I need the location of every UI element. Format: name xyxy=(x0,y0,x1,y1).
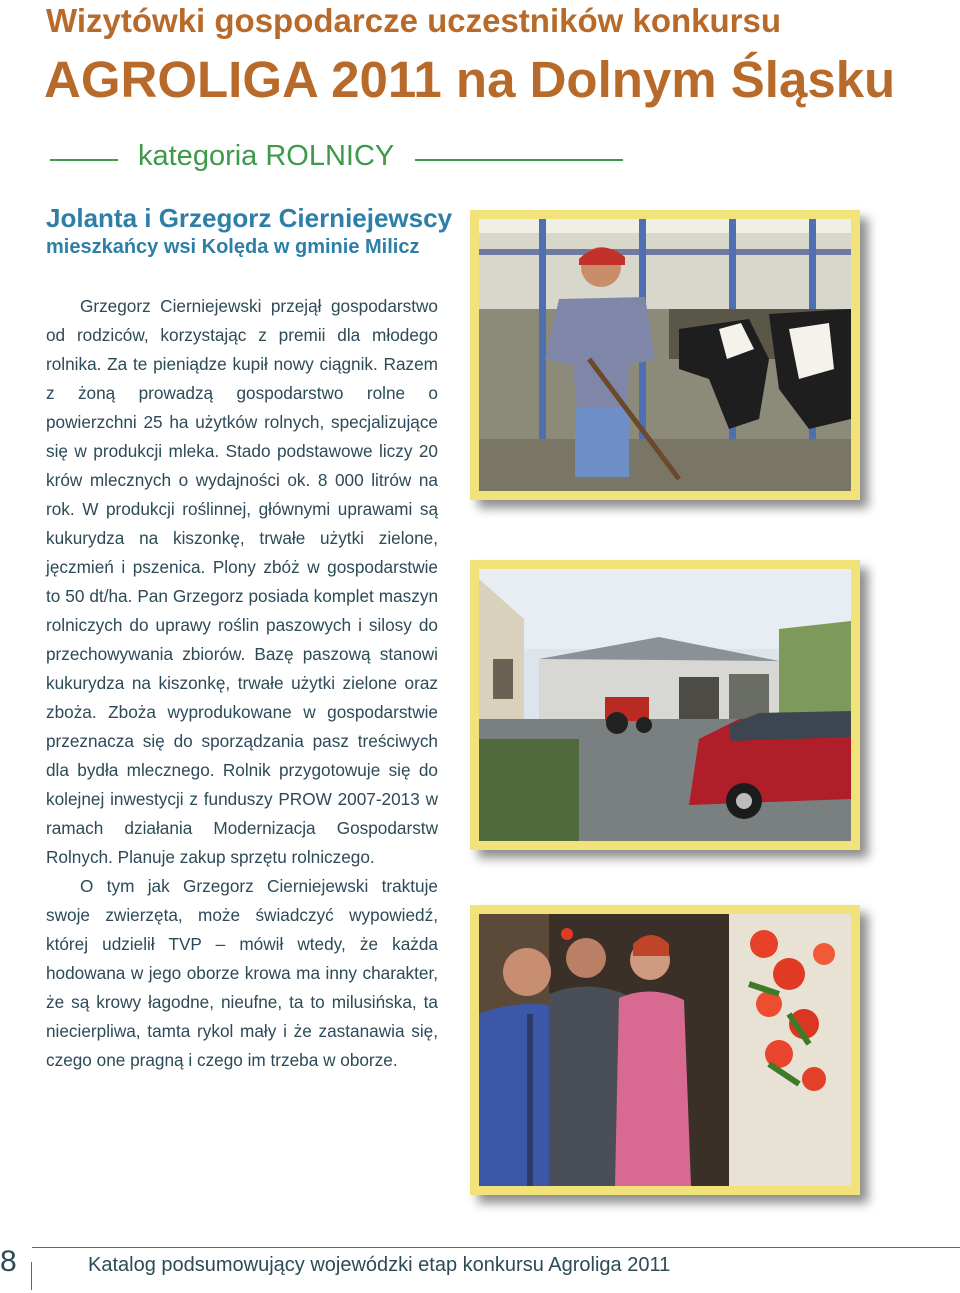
category-rule-right xyxy=(415,159,623,161)
page-number: 8 xyxy=(0,1245,17,1278)
category-rule-left xyxy=(50,159,118,161)
footer-text: Katalog podsumowujący wojewódzki etap konkursu Agroliga 2011 xyxy=(88,1254,671,1276)
article-body xyxy=(46,292,438,1075)
category-label: kategoria ROLNICY xyxy=(138,140,395,172)
photo-barn-frame xyxy=(470,210,860,500)
participant-name: Jolanta i Grzegorz Cierniejewscy xyxy=(46,203,453,233)
photo-farmyard xyxy=(479,569,851,841)
photo-barn xyxy=(479,219,851,491)
participant-subtitle: mieszkańcy wsi Kolęda w gminie Milicz xyxy=(46,236,420,258)
photo-family xyxy=(479,914,851,1186)
footer-divider xyxy=(31,1262,32,1290)
page-title-line-1: Wizytówki gospodarcze uczestników konkursu xyxy=(46,2,782,39)
footer-rule xyxy=(32,1247,960,1248)
article-paragraph: Grzegorz Cierniejewski przejął gospodarstwo od rodziców, korzystając z premii dla młodego rolnika. Za te pieniądze kupił nowy ciągnik. Razem z żoną prowadzą gospodarstwo rolne o powierzchni 25 ha użytków rolnych, specjalizujące się w produkcji mleka. Stado podstawowe liczy 20 krów mlecznych o wydajności ok. 8 000 litrów na rok. W produkcji roślinnej, głównymi uprawami są kukurydza na kiszonkę, trwałe użytki zielone, jęczmień i pszenica. Plony zbóż w gospodarstwie to 50 dt/ha. Pan Grzegorz posiada komplet maszyn rolniczych do uprawy roślin paszowych i silosy do przechowywania zbiorów. Bazę paszową stanowi kukurydza na kiszonkę, trwałe użytki zielone oraz zboża. Zboża wyprodukowane w gospodarstwie przeznacza się do sporządzania pasz treściwych dla bydła mlecznego. Rolnik przygotowuje się do kolejnej inwestycji z funduszy PROW 2007-2013 w ramach działania Modernizacja Gospodarstw Rolnych. Planuje zakup sprzętu rolniczego. xyxy=(46,296,438,867)
photo-family-frame xyxy=(470,905,860,1195)
page-title-line-2: AGROLIGA 2011 na Dolnym Śląsku xyxy=(44,51,896,108)
photo-farmyard-frame xyxy=(470,560,860,850)
article-paragraph: O tym jak Grzegorz Cierniejewski traktuje swoje zwierzęta, może świadczyć wypowiedź, której udzielił TVP – mówił wtedy, że każda hodowana w jego oborze krowa ma inny charakter, że są krowy łagodne, nieufne, ta to milusińska, ta niecierpliwa, tamta rykol mały i że zastanawia się, czego one pragną i czego im trzeba w oborze. xyxy=(46,876,438,1070)
